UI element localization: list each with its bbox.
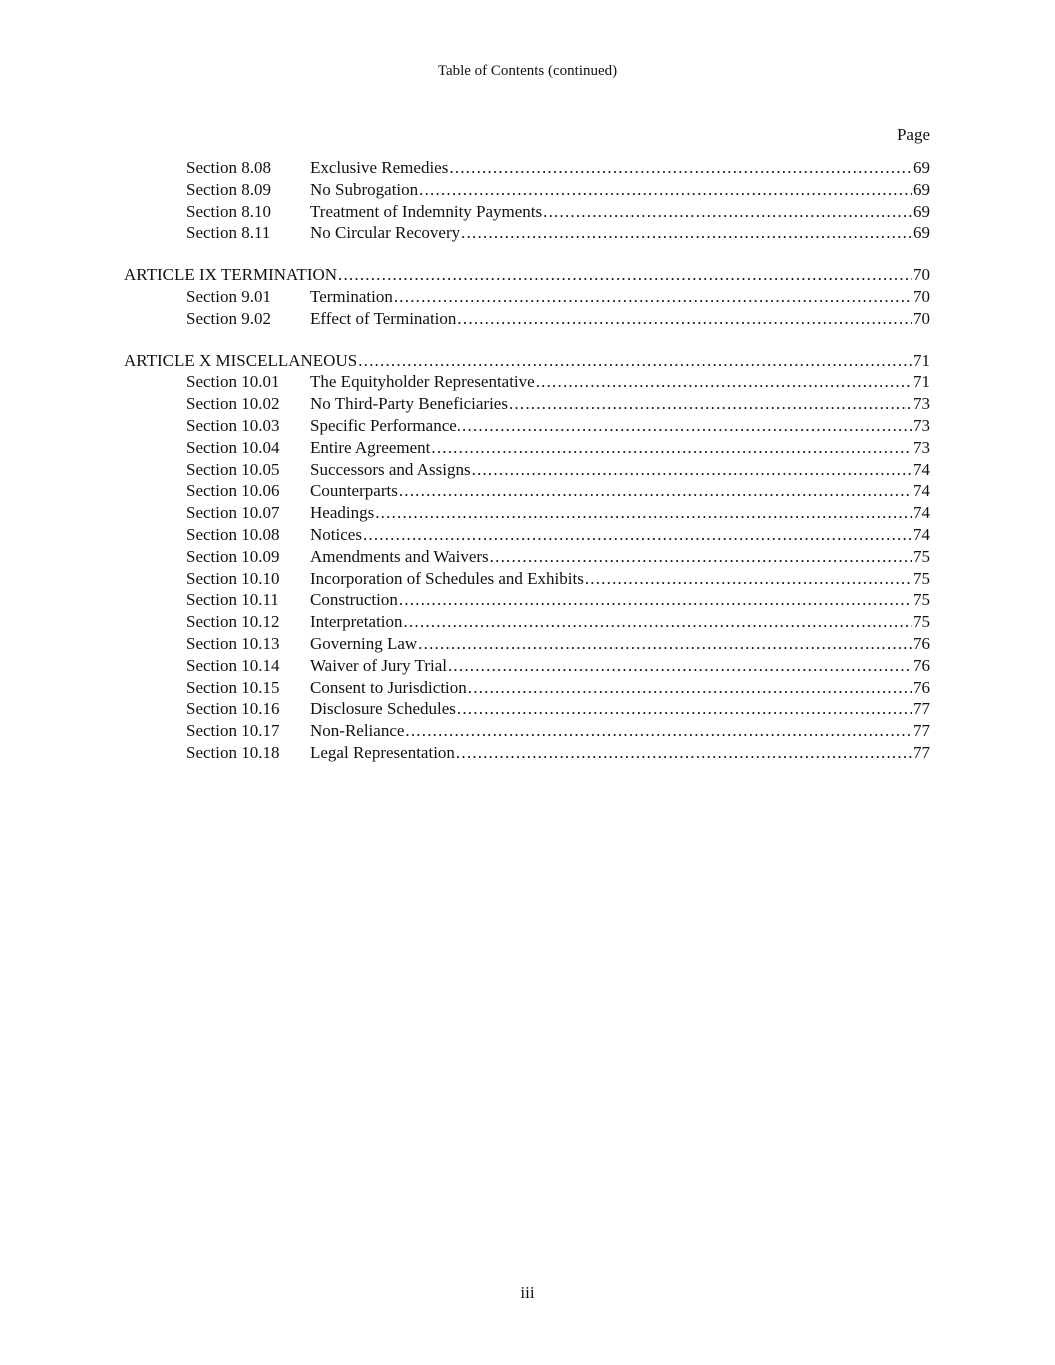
group-spacer <box>124 244 930 264</box>
section-title: Governing Law <box>310 633 418 653</box>
dot-leader <box>472 459 912 481</box>
toc-section-entry[interactable] <box>124 157 930 179</box>
toc-section-entry[interactable] <box>124 393 930 415</box>
article-title: ARTICLE IX TERMINATION <box>124 265 338 285</box>
toc-section-entry[interactable] <box>124 201 930 223</box>
section-title: Notices <box>310 524 362 544</box>
section-number: Section 10.10 <box>186 568 280 588</box>
section-number: Section 10.17 <box>186 721 280 741</box>
section-title: Incorporation of Schedules and Exhibits <box>310 568 584 588</box>
section-title: Headings <box>310 503 375 523</box>
section-page: 73 <box>913 415 930 435</box>
section-page: 74 <box>913 459 930 479</box>
toc-section-entry[interactable] <box>124 589 930 611</box>
section-number: Section 10.02 <box>186 394 280 414</box>
section-page: 77 <box>913 699 930 719</box>
dot-leader <box>404 611 912 633</box>
section-title: Successors and Assigns <box>310 459 471 479</box>
toc-section-entry[interactable] <box>124 568 930 590</box>
toc-section-entry[interactable] <box>124 655 930 677</box>
section-number: Section 10.06 <box>186 481 280 501</box>
dot-leader <box>585 568 912 590</box>
section-title: Waiver of Jury Trial <box>310 655 447 675</box>
section-page: 76 <box>913 655 930 675</box>
section-page: 77 <box>913 721 930 741</box>
dot-leader <box>419 179 912 201</box>
section-number: Section 10.09 <box>186 546 280 566</box>
toc-section-entry[interactable] <box>124 720 930 742</box>
section-page: 71 <box>913 372 930 392</box>
section-title: Amendments and Waivers <box>310 546 489 566</box>
section-title: The Equityholder Representative <box>310 372 535 392</box>
section-title: Counterparts <box>310 481 398 501</box>
section-title: Disclosure Schedules <box>310 699 456 719</box>
section-page: 70 <box>913 308 930 328</box>
section-page: 75 <box>913 568 930 588</box>
group-spacer <box>124 330 930 350</box>
toc-section-entry[interactable] <box>124 611 930 633</box>
section-page: 76 <box>913 677 930 697</box>
section-number: Section 10.16 <box>186 699 280 719</box>
toc-section-entry[interactable] <box>124 179 930 201</box>
dot-leader <box>457 698 912 720</box>
section-title: Interpretation <box>310 612 403 632</box>
section-title: Treatment of Indemnity Payments <box>310 201 543 221</box>
section-number: Section 10.13 <box>186 633 280 653</box>
toc-section-entry[interactable] <box>124 308 930 330</box>
table-of-contents <box>124 157 930 764</box>
toc-section-entry[interactable] <box>124 222 930 244</box>
section-number: Section 9.02 <box>186 308 271 328</box>
toc-section-entry[interactable] <box>124 524 930 546</box>
section-page: 75 <box>913 612 930 632</box>
toc-section-entry[interactable] <box>124 633 930 655</box>
toc-section-entry[interactable] <box>124 698 930 720</box>
section-title: Specific Performance. <box>310 415 462 435</box>
section-page: 70 <box>913 286 930 306</box>
toc-section-entry[interactable] <box>124 677 930 699</box>
dot-leader <box>399 480 912 502</box>
page-column-label: Page <box>896 125 930 144</box>
section-page: 73 <box>913 394 930 414</box>
section-title: Non-Reliance <box>310 721 405 741</box>
section-page: 74 <box>913 503 930 523</box>
dot-leader <box>338 264 912 286</box>
section-title: Entire Agreement <box>310 437 431 457</box>
toc-section-entry[interactable] <box>124 546 930 568</box>
dot-leader <box>448 655 912 677</box>
section-title: No Subrogation <box>310 179 419 199</box>
section-page: 76 <box>913 633 930 653</box>
section-number: Section 8.11 <box>186 223 271 243</box>
section-page: 69 <box>913 223 930 243</box>
dot-leader <box>509 393 912 415</box>
section-number: Section 10.15 <box>186 677 280 697</box>
section-page: 77 <box>913 742 930 762</box>
section-title: Effect of Termination <box>310 308 457 328</box>
toc-section-entry[interactable] <box>124 459 930 481</box>
section-page: 69 <box>913 158 930 177</box>
toc-section-entry[interactable] <box>124 371 930 393</box>
section-title: Construction <box>310 590 398 610</box>
dot-leader <box>363 524 912 546</box>
toc-article-entry[interactable] <box>124 264 930 286</box>
dot-leader <box>456 742 912 764</box>
article-page: 71 <box>913 350 930 370</box>
section-title: No Circular Recovery <box>310 223 461 243</box>
toc-section-entry[interactable] <box>124 480 930 502</box>
article-page: 70 <box>913 265 930 285</box>
section-title: Legal Representation <box>310 742 455 762</box>
section-number: Section 10.01 <box>186 372 280 392</box>
section-number: Section 10.05 <box>186 459 280 479</box>
section-page: 69 <box>913 201 930 221</box>
section-number: Section 10.11 <box>186 590 279 610</box>
section-number: Section 9.01 <box>186 286 271 306</box>
page-header: Table of Contents (continued) <box>437 63 618 79</box>
dot-leader <box>375 502 912 524</box>
section-title: Termination <box>310 286 393 306</box>
dot-leader <box>358 350 912 372</box>
dot-leader <box>431 437 912 459</box>
dot-leader <box>462 415 912 437</box>
section-title: No Third-Party Beneficiaries <box>310 394 508 414</box>
dot-leader <box>394 286 912 308</box>
section-page: 74 <box>913 481 930 501</box>
dot-leader <box>490 546 912 568</box>
section-number: Section 10.07 <box>186 503 280 523</box>
dot-leader <box>405 720 912 742</box>
toc-section-entry[interactable] <box>124 286 930 308</box>
section-number: Section 10.08 <box>186 524 280 544</box>
dot-leader <box>457 308 912 330</box>
dot-leader <box>543 201 912 223</box>
section-page: 75 <box>913 590 930 610</box>
article-title: ARTICLE X MISCELLANEOUS <box>124 350 358 370</box>
toc-section-entry[interactable] <box>124 742 930 764</box>
dot-leader <box>418 633 912 655</box>
section-number: Section 10.18 <box>186 742 280 762</box>
section-page: 75 <box>913 546 930 566</box>
section-number: Section 10.14 <box>186 655 280 675</box>
page-number: iii <box>520 1283 535 1302</box>
dot-leader <box>468 677 912 699</box>
section-number: Section 8.09 <box>186 179 271 199</box>
toc-section-entry[interactable] <box>124 502 930 524</box>
section-page: 69 <box>913 179 930 199</box>
section-number: Section 10.12 <box>186 612 280 632</box>
dot-leader <box>449 157 912 179</box>
toc-section-entry[interactable] <box>124 437 930 459</box>
dot-leader <box>461 222 912 244</box>
toc-article-entry[interactable] <box>124 350 930 372</box>
section-title: Exclusive Remedies <box>310 158 449 177</box>
section-number: Section 8.08 <box>186 158 271 177</box>
toc-section-entry[interactable] <box>124 415 930 437</box>
section-number: Section 8.10 <box>186 201 271 221</box>
section-page: 73 <box>913 437 930 457</box>
section-page: 74 <box>913 524 930 544</box>
section-number: Section 10.04 <box>186 437 280 457</box>
section-title: Consent to Jurisdiction <box>310 677 467 697</box>
dot-leader <box>536 371 912 393</box>
section-number: Section 10.03 <box>186 415 280 435</box>
dot-leader <box>399 589 912 611</box>
